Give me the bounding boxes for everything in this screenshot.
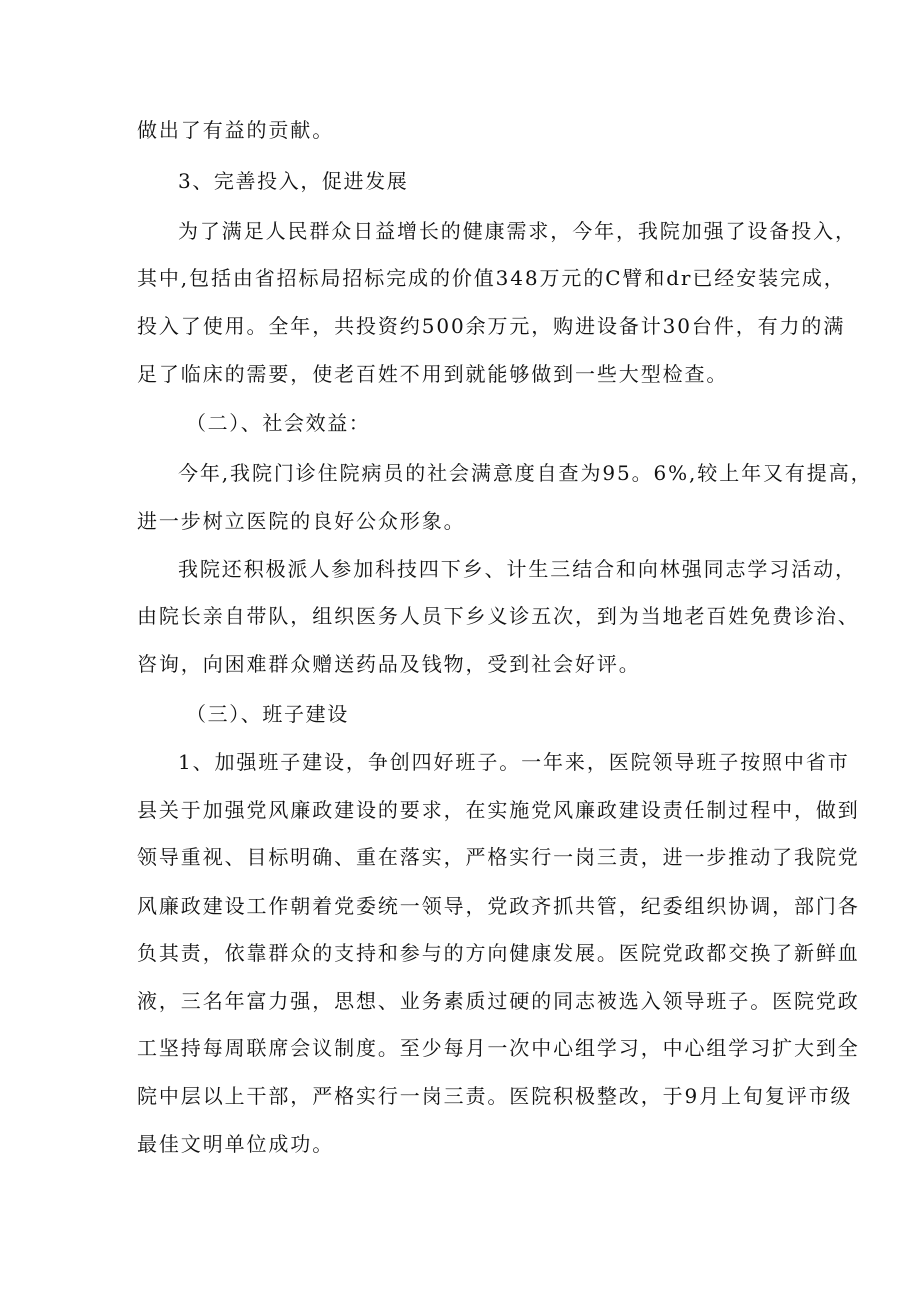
text-line: 咨询，向困难群众赠送药品及钱物，受到社会好评。 xyxy=(137,652,641,676)
text-line: 为了满足人民群众日益增长的健康需求，今年，我院加强了设备投入， xyxy=(178,219,857,243)
text-line: 最佳文明单位成功。 xyxy=(137,1132,335,1156)
text-line: 领导重视、目标明确、重在落实，严格实行一岗三责，进一步推动了我院党 xyxy=(137,845,860,869)
text-line: 院中层以上干部，严格实行一岗三责。医院积极整改，于9月上旬复评市级 xyxy=(137,1084,853,1108)
text-line: 做出了有益的贡献。 xyxy=(137,118,335,142)
text-line: 由院长亲自带队，组织医务人员下乡义诊五次，到为当地老百姓免费诊治、 xyxy=(137,604,860,628)
text-line: 足了临床的需要，使老百姓不用到就能够做到一些大型检查。 xyxy=(137,362,729,386)
section-heading: （二）、社会效益： xyxy=(186,411,371,435)
text-line: 其中,包括由省招标局招标完成的价值348万元的C臂和dr已经安装完成， xyxy=(137,266,846,290)
text-line: 风廉政建设工作朝着党委统一领导，党政齐抓共管，纪委组织协调，部门各 xyxy=(137,894,860,918)
text-line: 县关于加强党风廉政建设的要求，在实施党风廉政建设责任制过程中，做到 xyxy=(137,798,860,822)
text-line: 我院还积极派人参加科技四下乡、计生三结合和向林强同志学习活动， xyxy=(178,557,857,581)
text-line: 今年,我院门诊住院病员的社会满意度自查为95。6%,较上年又有提高， xyxy=(178,461,873,485)
text-line: 负其责，依靠群众的支持和参与的方向健康发展。医院党政都交换了新鲜血 xyxy=(137,941,860,965)
text-line: 工坚持每周联席会议制度。至少每月一次中心组学习，中心组学习扩大到全 xyxy=(137,1036,860,1060)
text-line: 进一步树立医院的良好公众形象。 xyxy=(137,509,466,533)
section-heading: （三）、班子建设 xyxy=(186,702,349,726)
subsection-heading: 3、完善投入，促进发展 xyxy=(178,169,409,193)
text-line: 投入了使用。全年，共投资约500余万元，购进设备计30台件，有力的满 xyxy=(137,314,846,338)
text-line: 液，三名年富力强，思想、业务素质过硬的同志被选入领导班子。医院党政 xyxy=(137,989,860,1013)
text-line: 1、加强班子建设，争创四好班子。一年来，医院领导班子按照中省市 xyxy=(178,750,850,774)
